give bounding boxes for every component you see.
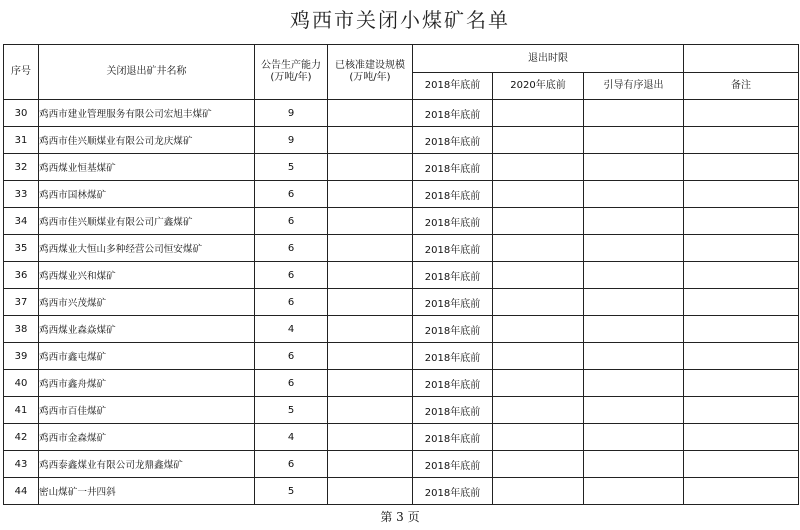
header-2020: 2020年底前: [493, 73, 584, 100]
row-orderly: [584, 397, 684, 424]
row-capacity: 6: [255, 289, 328, 316]
row-capacity: 4: [255, 424, 328, 451]
row-orderly: [584, 370, 684, 397]
row-capacity: 5: [255, 397, 328, 424]
row-number: 42: [4, 424, 39, 451]
row-number: 43: [4, 451, 39, 478]
row-capacity: 4: [255, 316, 328, 343]
row-2018: 2018年底前: [413, 181, 493, 208]
row-orderly: [584, 181, 684, 208]
table-body: [4, 100, 799, 505]
table-row: [4, 100, 799, 127]
row-mine-name: 鸡西市佳兴顺煤业有限公司广鑫煤矿: [39, 208, 255, 235]
table-row: [4, 397, 799, 424]
row-capacity: 6: [255, 181, 328, 208]
row-2020: [493, 100, 584, 127]
header-capacity-text: 公告生产能力 (万吨/年): [261, 60, 321, 83]
row-number: 34: [4, 208, 39, 235]
header-no: 序号: [4, 45, 39, 100]
row-2018: 2018年底前: [413, 262, 493, 289]
row-approved: [328, 154, 413, 181]
row-number: 39: [4, 343, 39, 370]
row-2020: [493, 343, 584, 370]
row-capacity: 6: [255, 451, 328, 478]
row-2018: 2018年底前: [413, 289, 493, 316]
row-number: 40: [4, 370, 39, 397]
header-row-top: [4, 45, 799, 73]
table-row: [4, 235, 799, 262]
row-2020: [493, 154, 584, 181]
row-2020: [493, 316, 584, 343]
table-row: [4, 478, 799, 505]
row-number: 35: [4, 235, 39, 262]
row-number: 33: [4, 181, 39, 208]
row-2018: 2018年底前: [413, 127, 493, 154]
row-mine-name: 鸡西市百佳煤矿: [39, 397, 255, 424]
row-capacity: 6: [255, 262, 328, 289]
row-approved: [328, 127, 413, 154]
table-row: [4, 370, 799, 397]
row-remarks: [684, 154, 799, 181]
row-remarks: [684, 478, 799, 505]
row-orderly: [584, 154, 684, 181]
row-orderly: [584, 424, 684, 451]
row-2020: [493, 262, 584, 289]
row-2018: 2018年底前: [413, 451, 493, 478]
row-remarks: [684, 424, 799, 451]
row-orderly: [584, 316, 684, 343]
page-number: 第 3 页: [380, 510, 420, 524]
row-2020: [493, 424, 584, 451]
header-approved-text: 已核准建设规模 (万吨/年): [335, 60, 405, 83]
row-mine-name: 鸡西煤业恒基煤矿: [39, 154, 255, 181]
row-capacity: 6: [255, 208, 328, 235]
row-capacity: 6: [255, 370, 328, 397]
row-mine-name: 鸡西煤业森焱煤矿: [39, 316, 255, 343]
row-remarks: [684, 451, 799, 478]
row-2020: [493, 208, 584, 235]
row-2018: 2018年底前: [413, 370, 493, 397]
row-number: 31: [4, 127, 39, 154]
table-row: [4, 451, 799, 478]
table-row: [4, 127, 799, 154]
row-orderly: [584, 208, 684, 235]
page-title: 鸡西市关闭小煤矿名单: [290, 8, 510, 32]
header-orderly: 引导有序退出: [584, 73, 684, 100]
row-orderly: [584, 235, 684, 262]
row-mine-name: 鸡西市鑫舟煤矿: [39, 370, 255, 397]
row-approved: [328, 235, 413, 262]
row-approved: [328, 451, 413, 478]
row-mine-name: 鸡西市佳兴顺煤业有限公司龙庆煤矿: [39, 127, 255, 154]
row-number: 32: [4, 154, 39, 181]
row-approved: [328, 100, 413, 127]
row-mine-name: 鸡西煤业大恒山多种经营公司恒安煤矿: [39, 235, 255, 262]
row-2018: 2018年底前: [413, 316, 493, 343]
row-remarks: [684, 316, 799, 343]
mine-closure-table: [3, 44, 799, 505]
row-number: 41: [4, 397, 39, 424]
row-2020: [493, 451, 584, 478]
row-orderly: [584, 127, 684, 154]
row-mine-name: 鸡西市金森煤矿: [39, 424, 255, 451]
row-number: 36: [4, 262, 39, 289]
row-orderly: [584, 100, 684, 127]
row-approved: [328, 397, 413, 424]
row-capacity: 5: [255, 478, 328, 505]
row-2018: 2018年底前: [413, 343, 493, 370]
header-exit-time: 退出时限: [413, 45, 684, 73]
row-2020: [493, 127, 584, 154]
row-number: 38: [4, 316, 39, 343]
row-approved: [328, 289, 413, 316]
row-approved: [328, 316, 413, 343]
row-2020: [493, 397, 584, 424]
row-number: 30: [4, 100, 39, 127]
row-orderly: [584, 289, 684, 316]
row-2020: [493, 289, 584, 316]
row-approved: [328, 262, 413, 289]
row-2018: 2018年底前: [413, 208, 493, 235]
row-remarks: [684, 370, 799, 397]
table-row: [4, 424, 799, 451]
header-capacity: [255, 45, 328, 100]
header-blank-top: [684, 45, 799, 73]
table-row: [4, 208, 799, 235]
row-2018: 2018年底前: [413, 397, 493, 424]
row-2018: 2018年底前: [413, 235, 493, 262]
row-mine-name: 鸡西市兴茂煤矿: [39, 289, 255, 316]
row-mine-name: 鸡西市鑫屯煤矿: [39, 343, 255, 370]
row-remarks: [684, 235, 799, 262]
row-mine-name: 鸡西市国林煤矿: [39, 181, 255, 208]
row-approved: [328, 343, 413, 370]
row-capacity: 9: [255, 100, 328, 127]
row-remarks: [684, 262, 799, 289]
header-remarks: 备注: [684, 73, 799, 100]
row-number: 44: [4, 478, 39, 505]
row-mine-name: 鸡西泰鑫煤业有限公司龙鼎鑫煤矿: [39, 451, 255, 478]
table-row: [4, 316, 799, 343]
header-2018: 2018年底前: [413, 73, 493, 100]
table-row: [4, 154, 799, 181]
row-approved: [328, 370, 413, 397]
row-2020: [493, 181, 584, 208]
row-mine-name: 鸡西市建业管理服务有限公司宏旭丰煤矿: [39, 100, 255, 127]
row-mine-name: 鸡西煤业兴和煤矿: [39, 262, 255, 289]
row-approved: [328, 424, 413, 451]
row-2018: 2018年底前: [413, 478, 493, 505]
table-row: [4, 262, 799, 289]
row-2018: 2018年底前: [413, 100, 493, 127]
row-2020: [493, 370, 584, 397]
row-remarks: [684, 127, 799, 154]
row-remarks: [684, 208, 799, 235]
row-capacity: 6: [255, 343, 328, 370]
row-mine-name: 密山煤矿一井四斜: [39, 478, 255, 505]
row-capacity: 6: [255, 235, 328, 262]
row-approved: [328, 208, 413, 235]
row-2018: 2018年底前: [413, 424, 493, 451]
table-row: [4, 181, 799, 208]
row-approved: [328, 181, 413, 208]
row-number: 37: [4, 289, 39, 316]
table-row: [4, 289, 799, 316]
row-capacity: 9: [255, 127, 328, 154]
header-approved: [328, 45, 413, 100]
row-remarks: [684, 343, 799, 370]
table-row: [4, 343, 799, 370]
row-2018: 2018年底前: [413, 154, 493, 181]
row-2020: [493, 235, 584, 262]
row-approved: [328, 478, 413, 505]
row-orderly: [584, 343, 684, 370]
row-2020: [493, 478, 584, 505]
row-orderly: [584, 262, 684, 289]
row-remarks: [684, 289, 799, 316]
row-remarks: [684, 181, 799, 208]
row-orderly: [584, 451, 684, 478]
row-remarks: [684, 100, 799, 127]
row-capacity: 5: [255, 154, 328, 181]
row-orderly: [584, 478, 684, 505]
header-name: 关闭退出矿井名称: [39, 45, 255, 100]
row-remarks: [684, 397, 799, 424]
